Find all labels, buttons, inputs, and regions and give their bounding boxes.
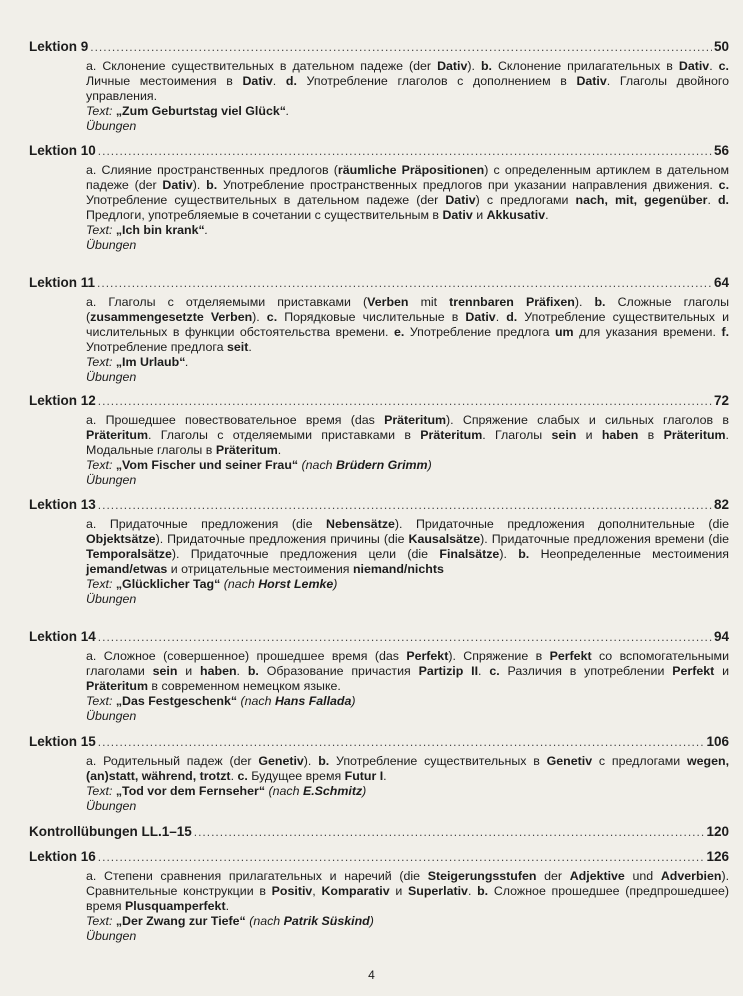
lesson-title: Lektion 12 [29, 393, 96, 408]
text-label: Text: [86, 576, 113, 591]
lesson-description: a. Сложное (совершенное) прошедшее время (das Perfekt). Спряжение в Perfekt со вспомогательными глаголами sein и haben. b. Образование причастия Partizip II. c. Различия в употреблении Perfekt и Präteritum в современном немецком языке. [86, 649, 729, 693]
leader-dots [98, 735, 705, 749]
toc-entry-header [29, 143, 729, 161]
leader-dots [90, 40, 712, 54]
text-source: . [204, 222, 209, 237]
reading-text-line [86, 458, 729, 474]
text-label: Text: [86, 457, 113, 472]
reading-text-line [86, 355, 729, 371]
text-title: „Das Festgeschenk“ [115, 693, 238, 708]
text-title: „Der Zwang zur Tiefe“ [115, 913, 246, 928]
lesson-body [86, 517, 729, 608]
page-number: 50 [713, 39, 729, 54]
toc-entry-header [29, 734, 729, 752]
page-footer-number: 4 [368, 968, 375, 982]
text-source: . [185, 354, 189, 369]
lesson-title: Lektion 9 [29, 39, 89, 54]
exercises-label: Übungen [86, 119, 137, 134]
lesson-body [86, 754, 729, 815]
text-label: Text: [86, 222, 113, 237]
toc-entry-header [29, 393, 729, 411]
toc-entry-header [29, 497, 729, 515]
lesson-description: a. Слияние пространственных предлогов (räumliche Präpositionen) с определенным артиклем в дательном падеже (der Dativ). b. Употребление пространственных предлогов при указании направления движения. c. Употребление существительных в дательном падеже (der Dativ) с предлогами nach, mit, gegenüber. d. Предлоги, употребляемые в сочетании с существительным в Dativ и Akkusativ. [86, 163, 730, 222]
lesson-title: Lektion 13 [29, 497, 96, 512]
lesson-title: Lektion 11 [29, 275, 96, 290]
lesson-body [86, 649, 729, 725]
leader-dots [194, 825, 705, 839]
text-source: (nach E.Schmitz) [265, 783, 367, 798]
toc-entry-header [29, 275, 729, 293]
page-number: 94 [713, 629, 729, 644]
page-number: 106 [706, 734, 729, 749]
lesson-description: a. Глаголы с отделяемыми приставками (Verben mit trennbaren Präfixen). b. Сложные глаголы (zusammengesetzte Verben). c. Порядковые числительные в Dativ. d. Употребление существительных и числительных в функции обстоятельства времени. e. Употребление предлога um для указания времени. f. Употребление предлога seit. [86, 295, 730, 354]
leader-dots [98, 850, 705, 864]
reading-text-line [86, 104, 729, 120]
lesson-body [86, 869, 729, 945]
text-label: Text: [86, 783, 113, 798]
lesson-description: a. Степени сравнения прилагательных и наречий (die Steigerungsstufen der Adjektive und Adverbien). Сравнительные конструкции в Positiv, Komparativ и Superlativ. b. Сложное прошедшее (предпрошедшее) время Plusquamperfekt. [86, 869, 730, 913]
lesson-title: Lektion 14 [29, 629, 96, 644]
exercises-label: Übungen [86, 709, 137, 724]
exercises-label: Übungen [86, 929, 137, 944]
leader-dots [98, 144, 712, 158]
text-label: Text: [86, 913, 113, 928]
text-label: Text: [86, 103, 113, 118]
text-title: „Im Urlaub“ [115, 354, 186, 369]
lesson-body [86, 295, 729, 386]
page-number: 82 [713, 497, 729, 512]
exercises-label: Übungen [86, 238, 137, 253]
page-number: 64 [713, 275, 729, 290]
text-source: (nach Patrik Süskind) [245, 913, 374, 928]
lesson-description: a. Придаточные предложения (die Nebensätze). Придаточные предложения дополнительные (die Objektsätze). Придаточные предложения причины (die Kausalsätze). Придаточные предложения времени (die Temporalsätze). Придаточные предложения цели (die Finalsätze). b. Неопределенные местоимения jemand/etwas и отрицательные местоимения niemand/nichts [86, 517, 729, 576]
exercises-label: Übungen [86, 473, 137, 488]
lesson-title: Lektion 16 [29, 849, 96, 864]
lesson-description: a. Родительный падеж (der Genetiv). b. Употребление существительных в Genetiv с предлогами wegen, (an)statt, während, trotzt. c. Будущее время Futur I. [86, 754, 730, 783]
reading-text-line [86, 223, 729, 239]
text-label: Text: [86, 354, 113, 369]
lesson-title: Lektion 10 [29, 143, 96, 158]
toc-entry-header [29, 629, 729, 647]
text-title: „Tod vor dem Fernseher“ [115, 783, 266, 798]
reading-text-line [86, 694, 729, 710]
exercises-label: Übungen [86, 799, 137, 814]
exercises-label: Übungen [86, 592, 137, 607]
reading-text-line [86, 914, 729, 930]
text-title: „Ich bin krank“ [115, 222, 205, 237]
text-label: Text: [86, 693, 113, 708]
lesson-body [86, 163, 729, 254]
text-source: (nach Hans Fallada) [237, 693, 356, 708]
toc-entry-header [29, 824, 729, 842]
text-source: . [285, 103, 290, 118]
leader-dots [97, 276, 712, 290]
leader-dots [98, 498, 712, 512]
exercises-label: Übungen [86, 370, 137, 385]
lesson-body [86, 59, 729, 135]
page-number: 120 [706, 824, 729, 839]
text-title: „Glücklicher Tag“ [115, 576, 221, 591]
lesson-description: a. Склонение существительных в дательном падеже (der Dativ). b. Склонение прилагательных в Dativ. c. Личные местоимения в Dativ. d. Употребление глаголов с дополнением в Dativ. Глаголы двойного управления. [86, 59, 729, 103]
text-source: (nach Brüdern Grimm) [298, 457, 432, 472]
page-number: 126 [706, 849, 729, 864]
leader-dots [98, 630, 712, 644]
lesson-body [86, 413, 729, 489]
lesson-title: Kontrollübungen LL.1–15 [29, 824, 192, 839]
page-number: 72 [713, 393, 729, 408]
lesson-description: a. Прошедшее повествовательное время (das Präteritum). Спряжение слабых и сильных глаголов в Präteritum. Глаголы с отделяемыми приставками в Präteritum. Глаголы sein и haben в Präteritum. Модальные глаголы в Präteritum. [86, 413, 729, 457]
lesson-title: Lektion 15 [29, 734, 96, 749]
text-source: (nach Horst Lemke) [220, 576, 338, 591]
page-number: 56 [713, 143, 729, 158]
reading-text-line [86, 784, 729, 800]
text-title: „Vom Fischer und seiner Frau“ [115, 457, 299, 472]
leader-dots [98, 394, 712, 408]
toc-entry-header [29, 849, 729, 867]
toc-entry-header [29, 39, 729, 57]
reading-text-line [86, 577, 729, 593]
text-title: „Zum Geburtstag viel Glück“ [115, 103, 286, 118]
